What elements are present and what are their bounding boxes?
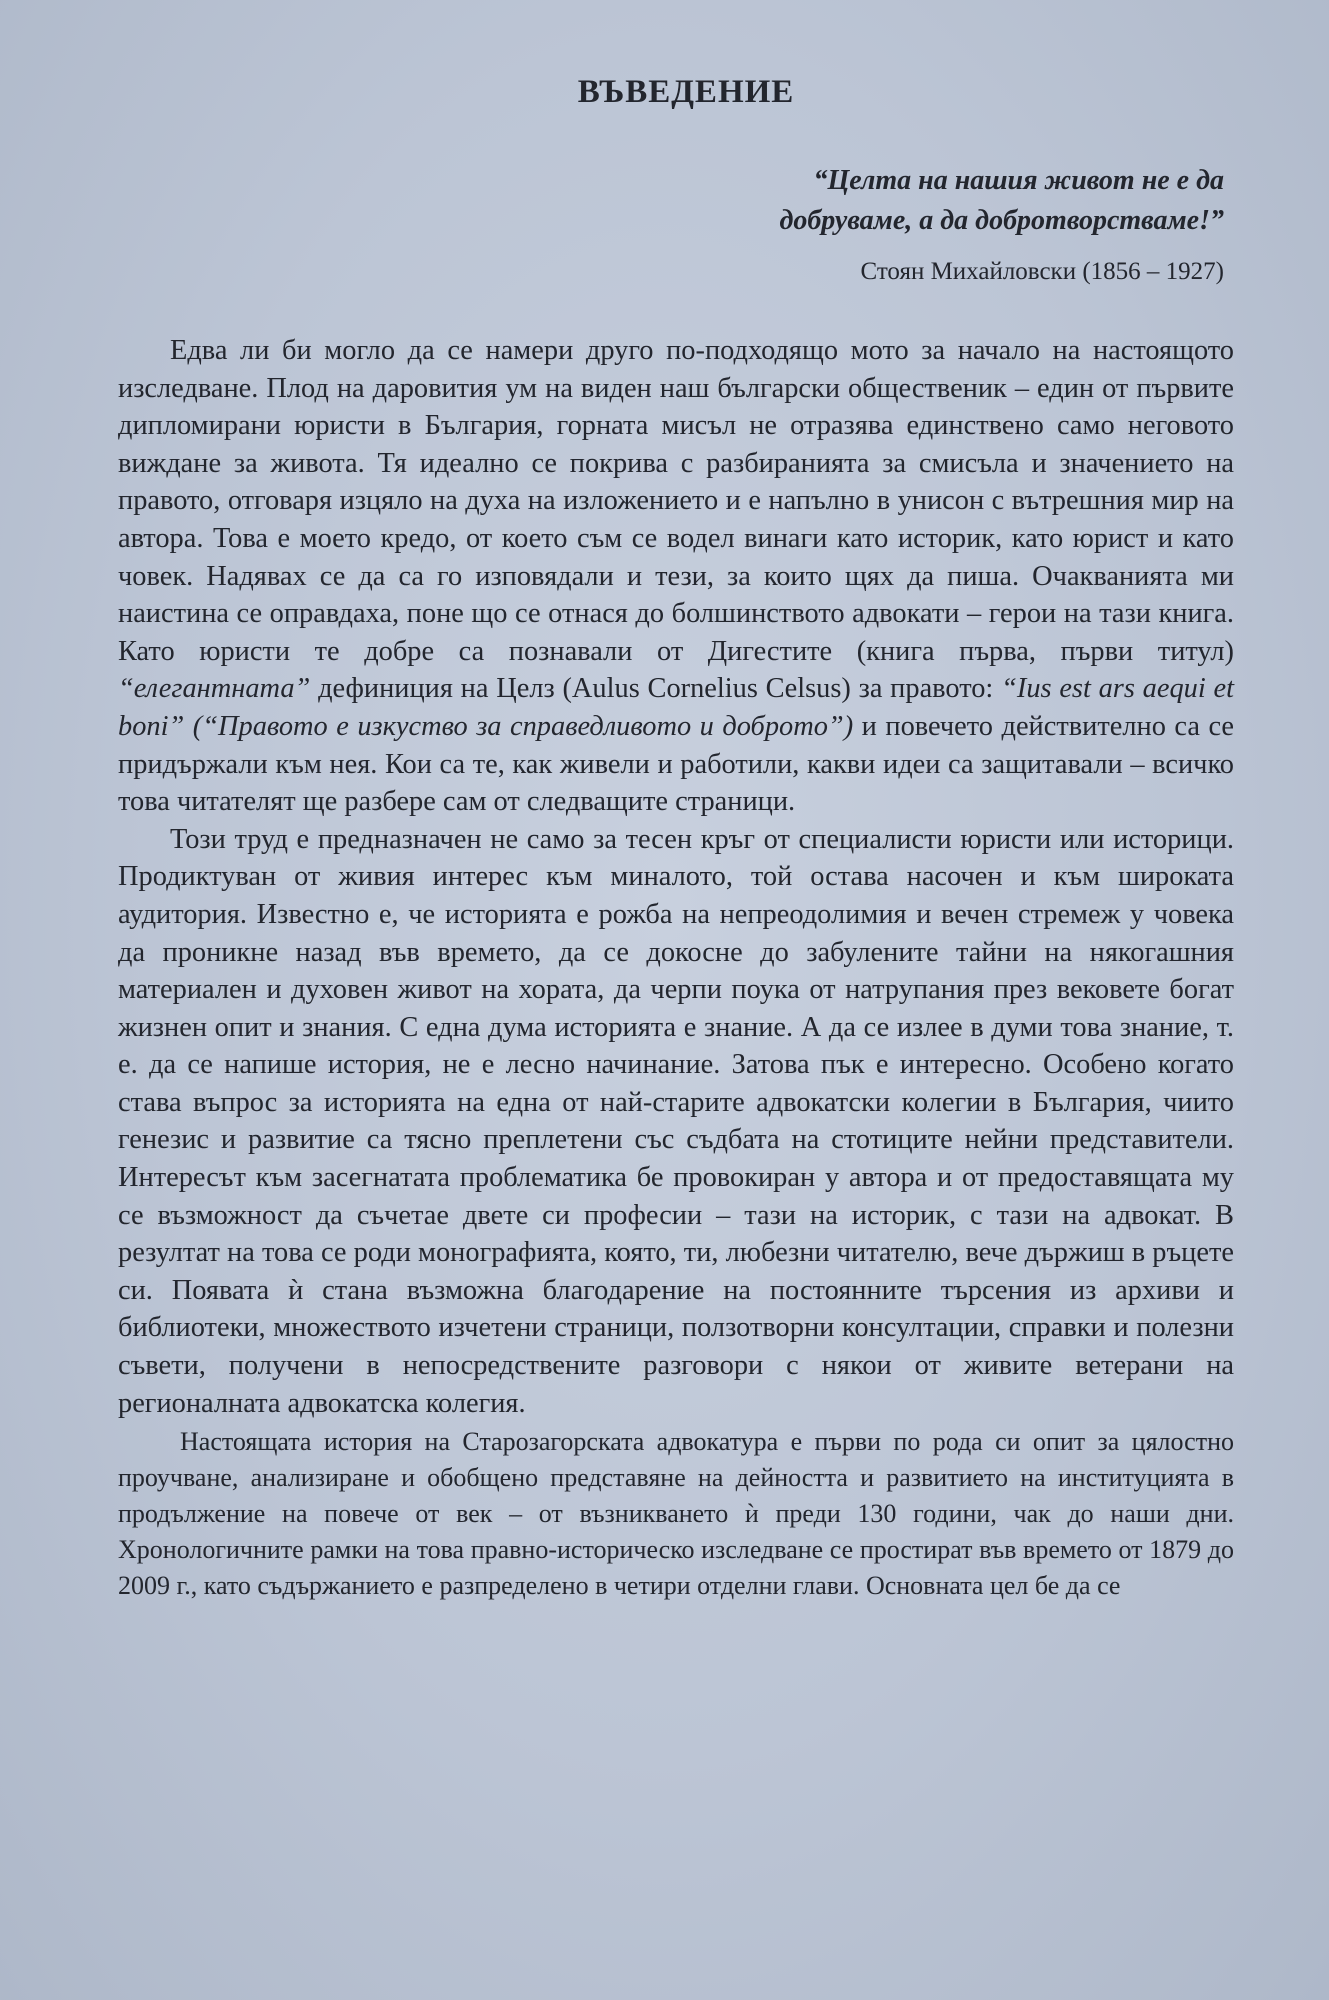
epigraph-quote <box>118 161 1224 241</box>
epigraph-line-1: “Целта на нашия живот не е да <box>813 165 1224 196</box>
epigraph-line-2: добруваме, а да добротворстваме!” <box>779 205 1224 236</box>
paragraph-2: Този труд е предназначен не само за тесен кръг от специалисти юристи или историци. Продиктуван от живия интерес към миналото, той остава насочен и към широката аудитория. Известно е, че историята е рожба на непреодолимия и вечен стремеж у човека да проникне назад във времето, да се докосне до забулените тайни на някогашния материален и духовен живот на хората, да черпи поука от натрупания през вековете богат жизнен опит и знания. С една дума историята е знание. А да се излее в думи това знание, т. е. да се напише история, не е лесно начинание. Затова пък е интересно. Особено когато става въпрос за историята на една от най-старите адвокатски колегии в България, чиито генезис и развитие са тясно преплетени със съдбата на стотиците нейни представители. Интересът към засегнатата проблематика бе провокиран у автора и от предоставящата му се възможност да съчетае двете си професии – тази на историк, с тази на адвокат. В резултат на това се роди монографията, която, ти, любезни читателю, вече държиш в ръцете си. Появата ѝ стана възможна благодарение на постоянните търсения из архиви и библиотеки, множеството изчетени страници, ползотворни консултации, справки и полезни съвети, получени в непосредствените разговори с някои от живите ветерани на регионалната адвокатска колегия. <box>118 823 1234 1419</box>
chapter-heading: ВЪВЕДЕНИЕ <box>577 74 795 110</box>
paragraph-1-text-e: и повечето действително са се придържали към нея. Кои са те, как живели и работили, какви идеи са защитавали – всичко това читателят ще разбере сам от следващите страници. <box>118 710 1235 818</box>
paragraph-1-text-c: дефиниция на Целз (Aulus Cornelius Celsus) за правото: <box>310 673 1002 705</box>
paragraph-1-text-a: Едва ли би могло да се намери друго по-подходящо мото за начало на настоящото изследване. Плод на даровития ум на виден наш български общественик – един от първите дипломирани юристи в България, горната мисъл не отразява единствено само неговото виждане за живота. Тя идеално се покрива с разбиранията за смисъла и значението на правото, отговаря изцяло на духа на изложението и е напълно в унисон с вътрешния мир на автора. Това е моето кредо, от което съм се водел винаги като историк, като юрист и като човек. Надявах се да са го изповядали и тези, за които щях да пиша. Очакванията ми наистина се оправдаха, поне що се отнася до болшинството адвокати – герои на тази книга. Като юристи те добре са познавали от Дигестите (книга първа, първи титул) <box>118 335 1234 667</box>
body-text <box>118 332 1234 1604</box>
epigraph <box>118 161 1224 287</box>
paragraph-3: Настоящата история на Старозагорската адвокатура е първи по рода си опит за цялостно проучване, анализиране и обобщено представяне на дейността и развитието на институцията в продължение на повече от век – от възникването ѝ преди 130 години, чак до наши дни. Хронологичните рамки на това правно-историческо изследване се простират във времето от 1879 до 2009 г., като съдържанието е разпределено в четири отделни глави. Основната цел бе да се <box>118 1427 1234 1601</box>
paragraph-1-italic-latin-quote: “Ius est ars aequi et boni” (“Правото е изкуство за справедливото и доброто”) <box>118 673 1234 742</box>
epigraph-author: Стоян Михайловски (1856 – 1927) <box>860 258 1224 285</box>
paragraph-1-italic-elegant: “елегантната” <box>118 673 311 705</box>
paragraph-1 <box>118 332 1234 821</box>
